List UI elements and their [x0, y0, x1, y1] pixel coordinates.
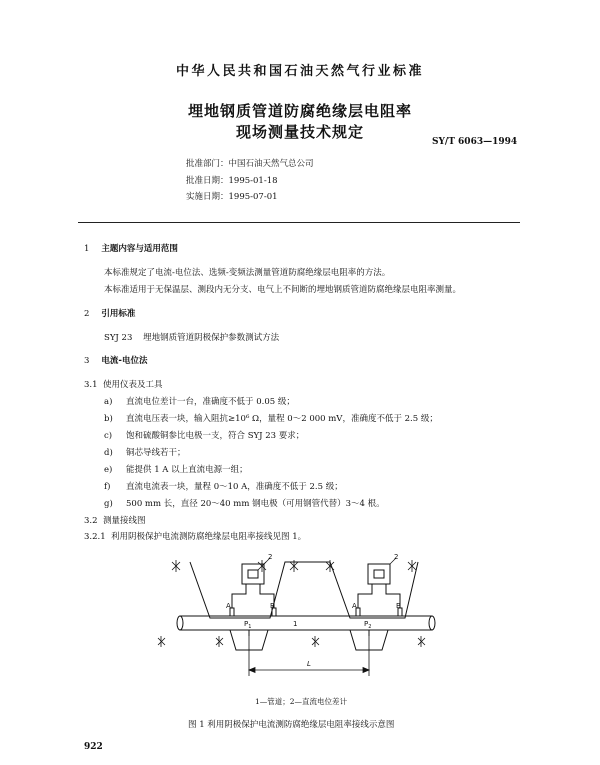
item-text: 500 mm 长，直径 20～40 mm 钢电极（可用钢管代替）3～4 根。: [126, 499, 385, 509]
item-text: 能提供 1 A 以上直流电源一组；: [126, 465, 248, 475]
subsection-title: 使用仪表及工具: [102, 380, 163, 390]
label-P1: $P_1$: [244, 620, 252, 630]
label-2-right: 2: [394, 553, 399, 561]
item-label: a): [104, 397, 113, 407]
reference-standard: SYJ 23 埋地钢质管道阴极保护参数测试方法: [104, 333, 280, 343]
length-dimension: [249, 636, 369, 676]
label-B-right: B: [396, 602, 401, 610]
instrument-item: [104, 412, 438, 424]
section-number: 2: [84, 309, 90, 319]
label-L: L: [307, 660, 311, 668]
instrument-item: [104, 463, 248, 475]
subsection-text: 利用阴极保护电流测防腐绝缘层电阻率接线见图 1。: [111, 532, 307, 542]
paragraph: 本标准规定了电流-电位法、选频-变频法测量管道防腐绝缘层电阻率的方法。: [104, 268, 391, 278]
figure-1-wiring-diagram: [150, 548, 450, 688]
item-text: 直流电压表一块，输入阻抗≥10⁶ Ω，量程 0～2 000 mV，准确度不低于 2.5 级；: [126, 414, 438, 424]
section-1-heading: [84, 242, 178, 254]
effective-date: 实施日期：1995-07-01: [186, 192, 278, 202]
section-title: 引用标准: [101, 309, 136, 319]
standard-number: SY/T 6063—1994: [432, 137, 518, 147]
label-A-left: A: [226, 602, 231, 610]
item-text: 直流电流表一块，量程 0～10 A，准确度不低于 2.5 级；: [126, 482, 343, 492]
label-A-right: A: [352, 602, 357, 610]
instrument-item: [104, 429, 304, 441]
industry-standard-heading: 中华人民共和国石油天然气行业标准: [175, 64, 424, 79]
section-number: 3: [84, 356, 90, 366]
item-text: 饱和硫酸铜参比电极一支，符合 SYJ 23 要求；: [126, 431, 305, 441]
figure-title: 图 1 利用阴极保护电流测防腐绝缘层电阻率接线示意图: [188, 720, 395, 730]
section-3-heading: [84, 354, 147, 366]
label-B-left: B: [270, 602, 275, 610]
instrument-item: [104, 395, 295, 407]
instrument-item: [104, 446, 186, 458]
item-text: 直流电位差计一台，准确度不低于 0.05 级；: [126, 397, 295, 407]
header-divider: [78, 222, 520, 223]
approved-by: 批准部门：中国石油天然气总公司: [186, 159, 314, 169]
section-title: 电流-电位法: [101, 356, 148, 366]
page-number: 922: [84, 742, 103, 752]
subsection-3-1: [84, 378, 162, 390]
section-number: 1: [84, 244, 90, 254]
instrument-item: [104, 497, 385, 509]
subsection-3-2: [84, 514, 145, 526]
item-label: e): [104, 465, 113, 475]
item-label: b): [104, 414, 113, 424]
approval-date: 批准日期：1995-01-18: [186, 176, 278, 186]
label-pipeline-1: 1: [293, 620, 298, 628]
subsection-number: 3.2.1: [84, 532, 106, 542]
document-title-line1: 埋地钢质管道防腐绝缘层电阻率: [187, 102, 412, 120]
document-title-line2: 现场测量技术规定: [235, 123, 364, 141]
item-label: c): [104, 431, 113, 441]
label-2-left: 2: [268, 553, 273, 561]
section-2-heading: [84, 307, 135, 319]
subsection-number: 3.2: [84, 516, 98, 526]
figure-legend: 1—管道；2—直流电位差计: [255, 697, 348, 706]
item-label: g): [104, 499, 113, 509]
section-title: 主题内容与适用范围: [101, 244, 178, 254]
instrument-item: [104, 480, 343, 492]
label-P2: $P_2$: [364, 620, 372, 630]
item-label: f): [104, 482, 111, 492]
subsection-title: 测量接线图: [102, 516, 146, 526]
subsection-3-2-1: [84, 530, 306, 542]
paragraph: 本标准适用于无保温层、测段内无分支、电气上不间断的埋地钢质管道防腐绝缘层电阻率测量。: [104, 285, 462, 295]
item-label: d): [104, 448, 113, 458]
subsection-number: 3.1: [84, 380, 98, 390]
soil-hatch-marks: [158, 560, 425, 647]
item-text: 铜芯导线若干；: [126, 448, 186, 458]
